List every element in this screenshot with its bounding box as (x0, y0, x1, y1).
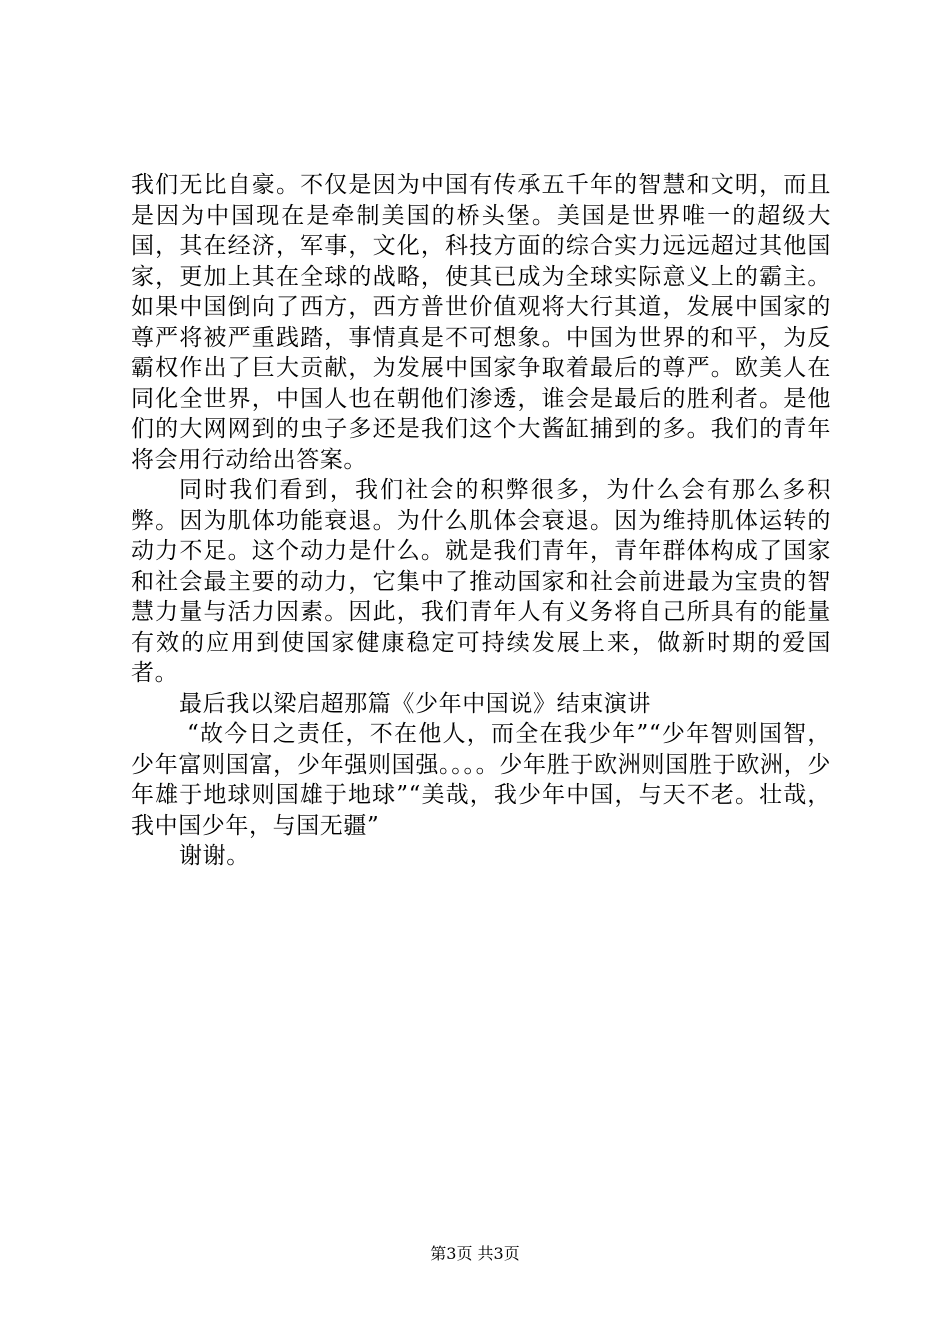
paragraph-youth-power: 同时我们看到，我们社会的积弊很多，为什么会有那么多积弊。因为肌体功能衰退。为什么肌体会衰退。因为维持肌体运转的动力不足。这个动力是什么。就是我们青年，青年群体构成了国家和社会最主要的动力，它集中了推动国家和社会前进最为宝贵的智慧力量与活力因素。因此，我们青年人有义务将自己所具有的能量有效的应用到使国家健康稳定可持续发展上来，做新时期的爱国者。 (131, 477, 831, 686)
paragraph-closing-intro: 最后我以梁启超那篇《少年中国说》结束演讲 (179, 690, 651, 717)
page-number-footer: 第3页 共3页 (430, 1244, 520, 1263)
paragraph-thanks: 谢谢。 (179, 843, 250, 869)
paragraph-quote: “故今日之责任，不在他人，而全在我少年”“少年智则国智，少年富则国富，少年强则国强。。。。少年胜于欧洲则国胜于欧洲，少年雄于地球则国雄于地球”“美哉，我少年中国，与天不老。壮哉，我中国少年，与国无疆” (131, 721, 831, 839)
paragraph-pride: 我们无比自豪。不仅是因为中国有传承五千年的智慧和文明，而且是因为中国现在是牵制美国的桥头堡。美国是世界唯一的超级大国，其在经济，军事，文化，科技方面的综合实力远远超过其他国家，更加上其在全球的战略，使其已成为全球实际意义上的霸主。如果中国倒向了西方，西方普世价值观将大行其道，发展中国家的尊严将被严重践踏，事情真是不可想象。中国为世界的和平，为反霸权作出了巨大贡献，为发展中国家争取着最后的尊严。欧美人在同化全世界，中国人也在朝他们渗透，谁会是最后的胜利者。是他们的大网网到的虫子多还是我们这个大酱缸捕到的多。我们的青年将会用行动给出答案。 (131, 172, 831, 473)
document-body (131, 170, 831, 872)
